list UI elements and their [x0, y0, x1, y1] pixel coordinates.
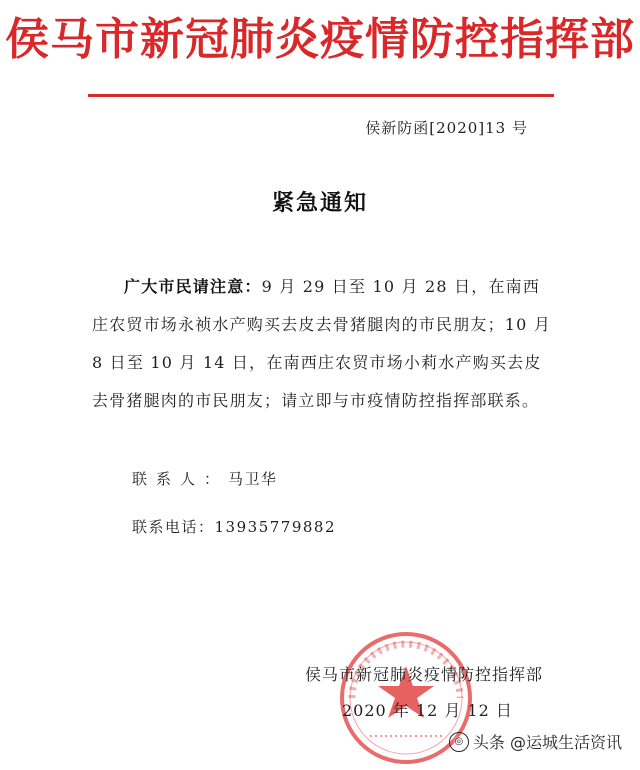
- notice-body-text: 9 月 29 日至 10 月 28 日，在南西庄农贸市场永祯水产购买去皮去骨猪腿肉的市民朋友；10 月 8 日至 10 月 14 日，在南西庄农贸市场小莉水产购买去皮去骨猪腿肉的市民朋友；请立即与市疫情防控指挥部联系。: [92, 277, 552, 410]
- contact-person-value: 马卫华: [228, 470, 278, 488]
- document-number: 侯新防函[2020]13 号: [365, 119, 528, 137]
- notice-title: 紧急通知: [271, 191, 368, 216]
- contact-phone-value: 13935779882: [214, 518, 336, 536]
- circle-logo-icon: ◎: [449, 732, 469, 752]
- masthead-title: 侯马市新冠肺炎疫情防控指挥部: [5, 14, 635, 65]
- watermark-text: 头条 @运城生活资讯: [472, 733, 622, 752]
- red-divider: [88, 94, 554, 97]
- contact-person-label: 联系人：: [132, 470, 229, 488]
- contact-person-line: [132, 468, 278, 489]
- watermark: [449, 730, 622, 753]
- signature-date: 2020 年 12 月 12 日: [342, 701, 513, 720]
- signature-organization: 侯马市新冠肺炎疫情防控指挥部: [305, 665, 544, 684]
- notice-salutation: 广大市民请注意：: [124, 277, 262, 296]
- contact-phone-label: 联系电话：: [132, 518, 215, 536]
- notice-body: [92, 268, 552, 420]
- contact-phone-line: [132, 516, 336, 537]
